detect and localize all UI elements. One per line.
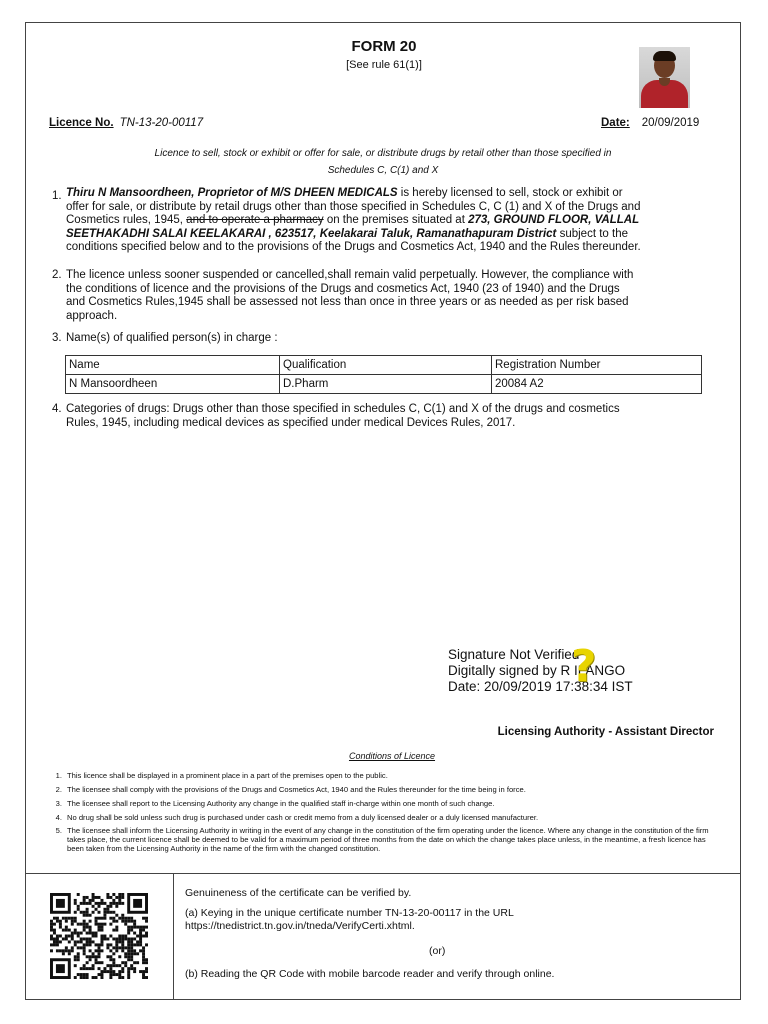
verification-intro: Genuineness of the certificate can be verified by. [185,887,412,899]
para4-text: Categories of drugs: Drugs other than those specified in schedules C, C(1) and X of the drugs and cosmetics Rules, 1945, including medical devices as specified under medical Devices Rules, 2017. [66,403,620,429]
para3-number: 3. [52,332,62,344]
condition-item: 5. The licensee shall inform the Licensing Authority in writing in the event of any change in the constitution of the firm operating under the licence. Where any change in the constitution of the firm takes place, the current licence shall be deemed to be valid for a maximum period of three months from the date on which the change takes place unless, in the meantime, a fresh licence has been taken from the Licensing Authority in the name of the firm with the changed constitution. [55,826,709,853]
table-header-row [66,356,702,375]
table-header: Registration Number [492,356,702,375]
verification-divider [25,873,741,874]
licence-number-value: TN-13-20-00117 [119,117,204,129]
date-label: Date: [601,117,630,129]
para2-text: The licence unless sooner suspended or cancelled,shall remain valid perpetually. However, the compliance with the conditions of licence and the provisions of the Drugs and cosmetics Act, 1940 (23 of 1940) and the Drugs and Cosmetics Rules,1945 shall be assessed not less than once in three years or as needed as per risk based approach. [66,269,634,322]
licence-intro: Licence to sell, stock or exhibit or offer for sale, or distribute drugs by retail other than those specified in Schedules C, C(1) and X [154,148,612,176]
table-row [66,375,702,394]
signature-signer: Digitally signed by R ILANGO [448,663,626,678]
verification-option-b: (b) Reading the QR Code with mobile barcode reader and verify through online. [185,968,555,980]
form-subtitle: [See rule 61(1)] [346,59,422,71]
date-value: 20/09/2019 [641,117,700,129]
signature-unverified-icon: ? [571,641,597,692]
table-cell: D.Pharm [280,375,492,394]
para1-text: Thiru N Mansoordheen, Proprietor of M/S DHEEN MEDICALS is hereby licensed to sell, stock or exhibit or offer for sale, or distribute by retail drugs other than those specified in Schedules C, C (1) and X of the Drugs and Cosmetics rules, 1945, and to operate a pharmacy on the premises situated at 273, GROUND FLOOR, VALLAL SEETHAKADHI SALAI KEELAKARAI , 623517, Keelakarai Taluk, Ramanathapuram District subject to the conditions specified below and to the provisions of the Drugs and Cosmetics Act, 1940 and the Rules thereunder. [66,187,641,253]
struck-text: and to operate a pharmacy [186,214,324,226]
licence-date [601,117,699,129]
qr-code[interactable] [50,893,148,979]
conditions-title: Conditions of Licence [348,751,436,761]
condition-item: 4. No drug shall be sold unless such drug is purchased under cash or credit memo from a duly licensed dealer or a duly licensed manufacturer. [55,813,539,822]
qualified-persons-table [65,355,702,394]
verification-url[interactable]: https://tnedistrict.tn.gov.in/tneda/VerifyCerti.xhtml. [185,919,415,932]
para1-number: 1. [52,190,62,202]
para2-number: 2. [52,269,62,281]
licence-number-label: Licence No. [49,117,114,129]
licensee-name: Thiru N Mansoordheen, Proprietor of M/S DHEEN MEDICALS [66,187,398,199]
digital-signature-block [448,641,633,695]
verification-option-a: (a) Keying in the unique certificate number TN-13-20-00117 in the URL https://tnedistrict.tn.gov.in/tneda/VerifyCerti.xhtml. [185,907,514,932]
address-part-b: SEETHAKADHI SALAI KEELAKARAI , 623517, Keelakarai Taluk, Ramanathapuram District [66,227,557,240]
signature-date: Date: 20/09/2019 17:38:34 IST [448,679,633,694]
table-cell: N Mansoordheen [66,375,280,394]
para4-number: 4. [52,403,62,415]
licence-number [49,117,203,129]
para3-text: Name(s) of qualified person(s) in charge : [66,332,278,344]
condition-item: 1. This licence shall be displayed in a prominent place in a part of the premises open to the public. [55,771,388,780]
verification-column-divider [173,873,174,1000]
licensing-authority: Licensing Authority - Assistant Director [497,726,714,738]
licensee-photo [639,47,690,108]
verification-or: (or) [429,945,446,957]
table-header: Qualification [280,356,492,375]
signature-status: Signature Not Verified [448,647,580,662]
condition-item: 3. The licensee shall report to the Licensing Authority any change in the qualified staff in-charge within one month of such change. [55,799,495,808]
table-header: Name [66,356,280,375]
form-title: FORM 20 [351,38,417,55]
address-part-a: 273, GROUND FLOOR, VALLAL [468,214,640,226]
table-cell: 20084 A2 [492,375,702,394]
condition-item: 2. The licensee shall comply with the provisions of the Drugs and Cosmetics Act, 1940 and the Rules thereunder for the time being in force. [55,785,526,794]
